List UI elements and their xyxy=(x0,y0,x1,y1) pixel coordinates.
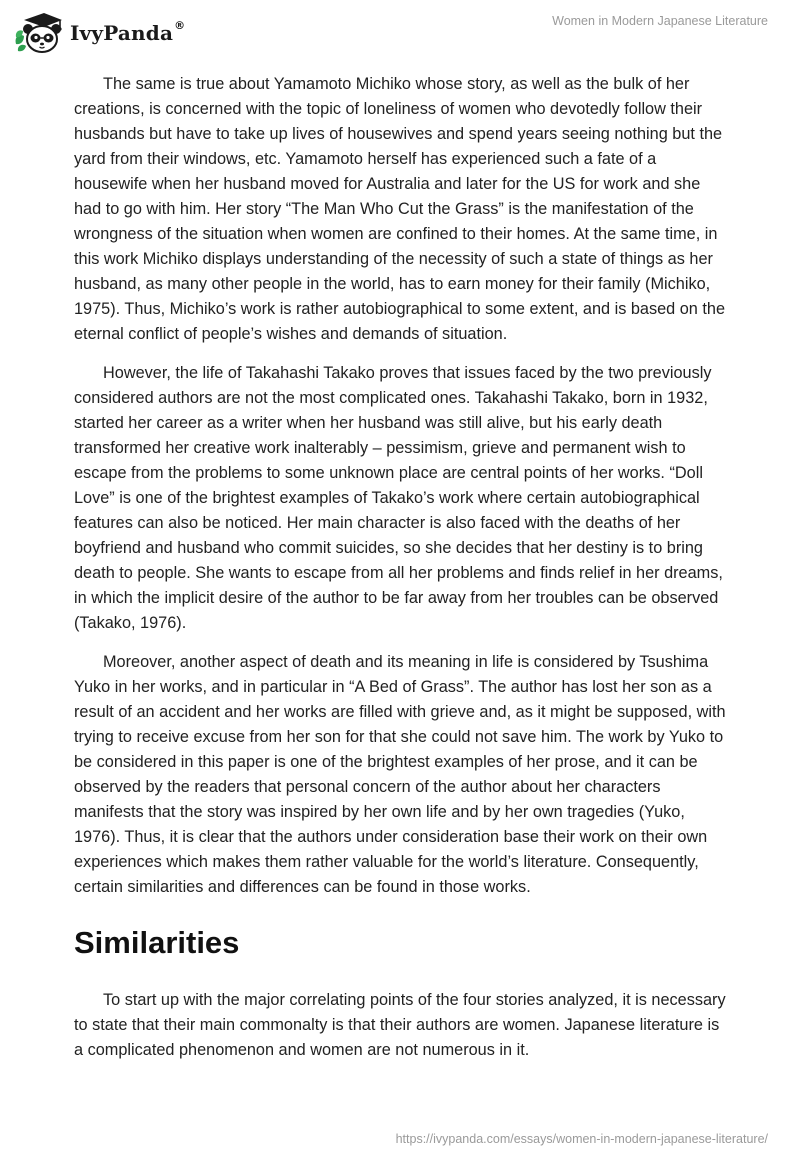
registered-mark: ® xyxy=(174,19,186,32)
document-title: Women in Modern Japanese Literature xyxy=(552,14,768,28)
logo-name: IvyPanda xyxy=(70,21,174,45)
essay-body xyxy=(74,72,726,1077)
section-heading-similarities: Similarities xyxy=(74,925,240,960)
paragraph-takako: However, the life of Takahashi Takako proves that issues faced by the two previously considered authors are not the most complicated ones. Takahashi Takako, born in 1932, started her career as a writer when her husband was still alive, but his early death transformed her creative work inalterably – pessimism, grieve and permanent wish to escape from the problems to some unknown place are central points of her works. “Doll Love” is one of the brightest examples of Takako’s work where certain autobiographical features can also be noticed. Her main character is also faced with the deaths of her boyfriend and husband who commit suicides, so she decides that her destiny is to bring death to people. She wants to escape from all her problems and finds relief in her dreams, in which the implicit desire of the author to be far away from her troubles can be observed (Takako, 1976). xyxy=(74,364,723,632)
page-header xyxy=(0,0,800,64)
paragraph-michiko: The same is true about Yamamoto Michiko whose story, as well as the bulk of her creations, is concerned with the topic of loneliness of women who devotedly follow their husbands but have to take up lives of housewives and spend years seeing nothing but the yard from their windows, etc. Yamamoto herself has experienced such a fate of a housewife when her husband moved for Australia and later for the US for work and she had to go with him. Her story “The Man Who Cut the Grass” is the manifestation of the wrongness of the situation when women are confined to their homes. At the same time, in this work Michiko displays understanding of the necessity of such a state of things as her husband, as many other people in the world, has to earn money for their family (Michiko, 1975). Thus, Michiko’s work is rather autobiographical to some extent, and is based on the eternal conflict of people’s wishes and demands of situation. xyxy=(74,75,726,343)
paragraph-similarities: To start up with the major correlating points of the four stories analyzed, it is necessary to state that their main commonalty is that their authors are women. Japanese literature is a complicated phenomenon and women are not numerous in it. xyxy=(74,991,726,1059)
source-url[interactable]: https://ivypanda.com/essays/women-in-modern-japanese-literature/ xyxy=(395,1132,768,1146)
paragraph-yuko: Moreover, another aspect of death and its meaning in life is considered by Tsushima Yuko in her works, and in particular in “A Bed of Grass”. The author has lost her son as a result of an accident and her works are filled with grieve and, as it might be supposed, with trying to receive excuse from her son for that she could not save him. The work by Yuko to be considered in this paper is one of the brightest examples of her prose, and it can be observed by the readers that personal concern of the author about her characters manifests that the story was inspired by her own life and by her own tragedies (Yuko, 1976). Thus, it is clear that the authors under consideration base their work on their own experiences which makes them rather valuable for the world’s literature. Consequently, certain similarities and differences can be found in those works. xyxy=(74,653,726,896)
ivypanda-logo[interactable] xyxy=(14,10,185,56)
panda-logo-icon xyxy=(14,10,64,56)
logo-wordmark xyxy=(70,21,185,45)
